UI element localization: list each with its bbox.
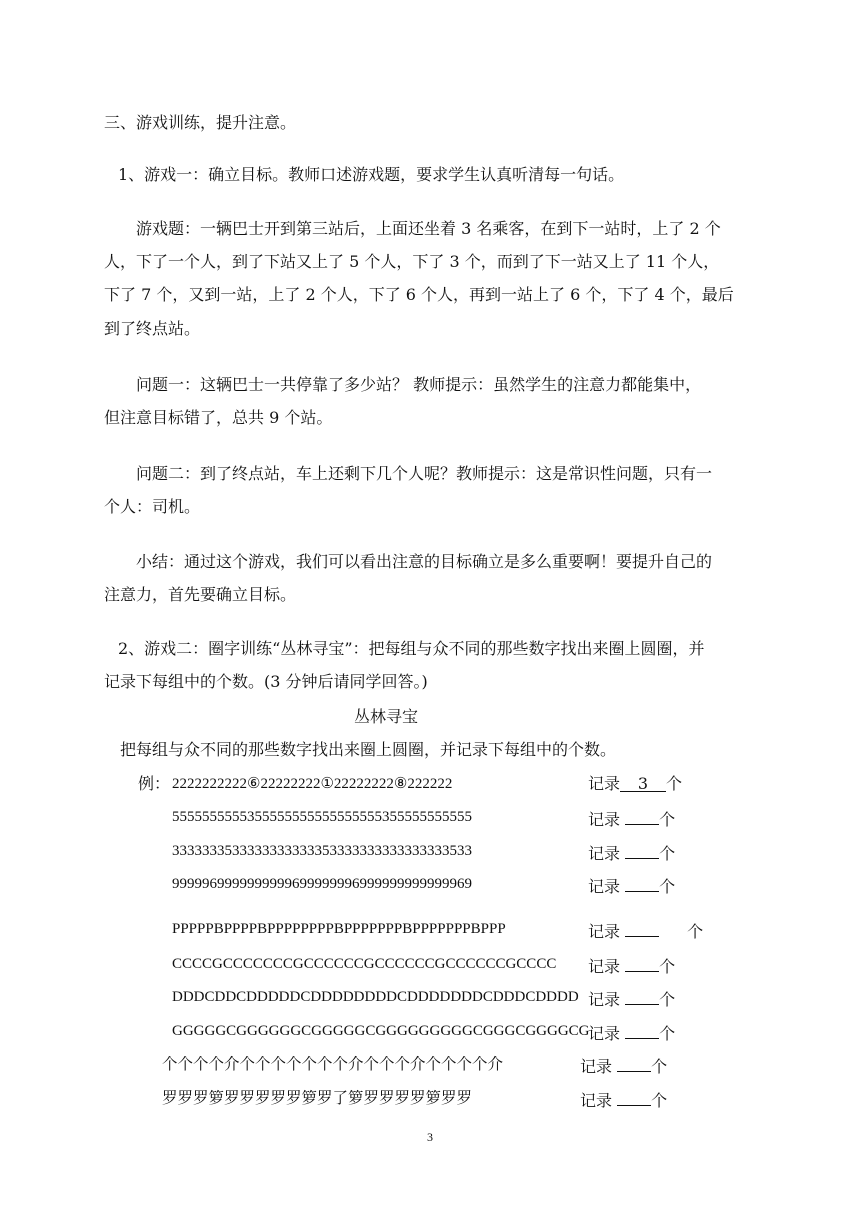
question1-line-1: 问题一：这辆巴士一共停靠了多少站？ 教师提示：虽然学生的注意力都能集中， [136, 375, 702, 394]
game1-problem-line-4: 到了终点站。 [104, 319, 201, 338]
sequence-row: 3333333533333333333353333333333333333533 [172, 843, 472, 859]
answer-blank[interactable] [625, 986, 659, 1005]
unit-label: 个 [651, 1091, 668, 1110]
sequence-row: DDDCDDCDDDDDCDDDDDDDDCDDDDDDDCDDDCDDDD [172, 989, 579, 1005]
summary-line-2: 注意力，首先要确立目标。 [104, 585, 297, 604]
exercise-title: 丛林寻宝 [354, 707, 419, 726]
record-field [588, 806, 675, 831]
unit-label: 个 [659, 990, 676, 1009]
record-field [588, 986, 675, 1011]
unit-label: 个 [651, 1057, 668, 1076]
example-prefix: 例： [138, 774, 171, 793]
page-number: 3 [427, 1130, 433, 1144]
record-field [588, 873, 675, 898]
record-field [588, 840, 675, 865]
game1-problem-line-3: 下了 7 个，又到一站，上了 2 个人，下了 6 个人，再到一站上了 6 个，下了 4 个，最后 [104, 285, 734, 304]
answer-blank[interactable] [625, 1020, 659, 1039]
unit-label: 个 [659, 810, 676, 829]
record-label: 记录 [588, 844, 621, 863]
question2-line-1: 问题二：到了终点站，车上还剩下几个人呢？教师提示：这是常识性问题，只有一 [136, 464, 713, 483]
sequence-row: 5555555555355555555555555555355555555555 [172, 809, 472, 825]
record-label: 记录 [588, 957, 621, 976]
unit-label: 个 [659, 844, 676, 863]
record-label: 记录 [580, 1057, 613, 1076]
game1-heading: 1、游戏一：确立目标。教师口述游戏题，要求学生认真听清每一句话。 [118, 165, 625, 184]
record-label: 记录 [588, 990, 621, 1009]
sequence-row: CCCCGCCCCCCCGCCCCCCGCCCCCCGCCCCCCGCCCC [172, 956, 557, 972]
game1-problem-line-2: 人，下了一个人，到了下站又上了 5 个人，下了 3 个，而到了下一站又上了 11 个人， [104, 252, 720, 271]
record-field [580, 1087, 667, 1112]
question1-line-2: 但注意目标错了，总共 9 个站。 [104, 408, 333, 427]
record-label: 记录 [588, 1024, 621, 1043]
sequence-row: PPPPPBPPPPBPPPPPPPPBPPPPPPPBPPPPPPPBPPP [172, 921, 506, 937]
game1-problem-line-1: 游戏题：一辆巴士开到第三站后，上面还坐着 3 名乘客，在到下一站时，上了 2 个 [136, 219, 721, 238]
summary-line-1: 小结：通过这个游戏，我们可以看出注意的目标确立是多么重要啊！要提升自己的 [136, 552, 713, 571]
sequence-row: 罗罗罗箩罗罗罗罗罗箩罗了箩罗罗罗罗箩罗罗 [162, 1089, 473, 1107]
record-label: 记录 [588, 922, 621, 941]
record-label: 记录 [580, 1091, 613, 1110]
record-label: 记录 [588, 810, 621, 829]
question2-line-2: 个人：司机。 [104, 497, 201, 516]
answer-blank[interactable] [617, 1053, 651, 1072]
record-label: 记录 [588, 877, 621, 896]
answer-blank[interactable] [625, 918, 659, 937]
answer-blank[interactable] [625, 840, 659, 859]
exercise-instruction: 把每组与众不同的那些数字找出来圈上圆圈，并记录下每组中的个数。 [120, 740, 617, 759]
sequence-row: GGGGGCGGGGGGCGGGGGCGGGGGGGGGCGGGCGGGGCG [172, 1023, 590, 1039]
answer-blank[interactable] [625, 873, 659, 892]
record-field [588, 953, 675, 978]
record-field [588, 918, 703, 943]
sequence-row: 9999969999999999699999996999999999999969 [172, 876, 472, 892]
answer-blank[interactable] [625, 806, 659, 825]
unit-label: 个 [687, 922, 704, 941]
record-field [588, 1020, 675, 1045]
answer-blank[interactable] [617, 1087, 651, 1106]
unit-label: 个 [659, 957, 676, 976]
game2-heading-line-2: 记录下每组中的个数。(3 分钟后请同学回答。) [104, 672, 428, 691]
answer-blank[interactable]: 3 [620, 773, 666, 792]
unit-label: 个 [659, 1024, 676, 1043]
sequence-row: 个个个个介个个个个个个个介个个个介个个个个介 [162, 1055, 504, 1073]
section-heading: 三、游戏训练，提升注意。 [104, 113, 297, 132]
unit-label: 个 [659, 877, 676, 896]
record-field [588, 773, 682, 795]
sequence-row: 2222222222⑥22222222①22222222⑧222222 [172, 776, 453, 792]
unit-label: 个 [666, 774, 683, 793]
record-field [580, 1053, 667, 1078]
answer-blank[interactable] [625, 953, 659, 972]
game2-heading-line-1: 2、游戏二：圈字训练“丛林寻宝”：把每组与众不同的那些数字找出来圈上圆圈，并 [118, 639, 705, 658]
record-label: 记录 [588, 774, 621, 793]
